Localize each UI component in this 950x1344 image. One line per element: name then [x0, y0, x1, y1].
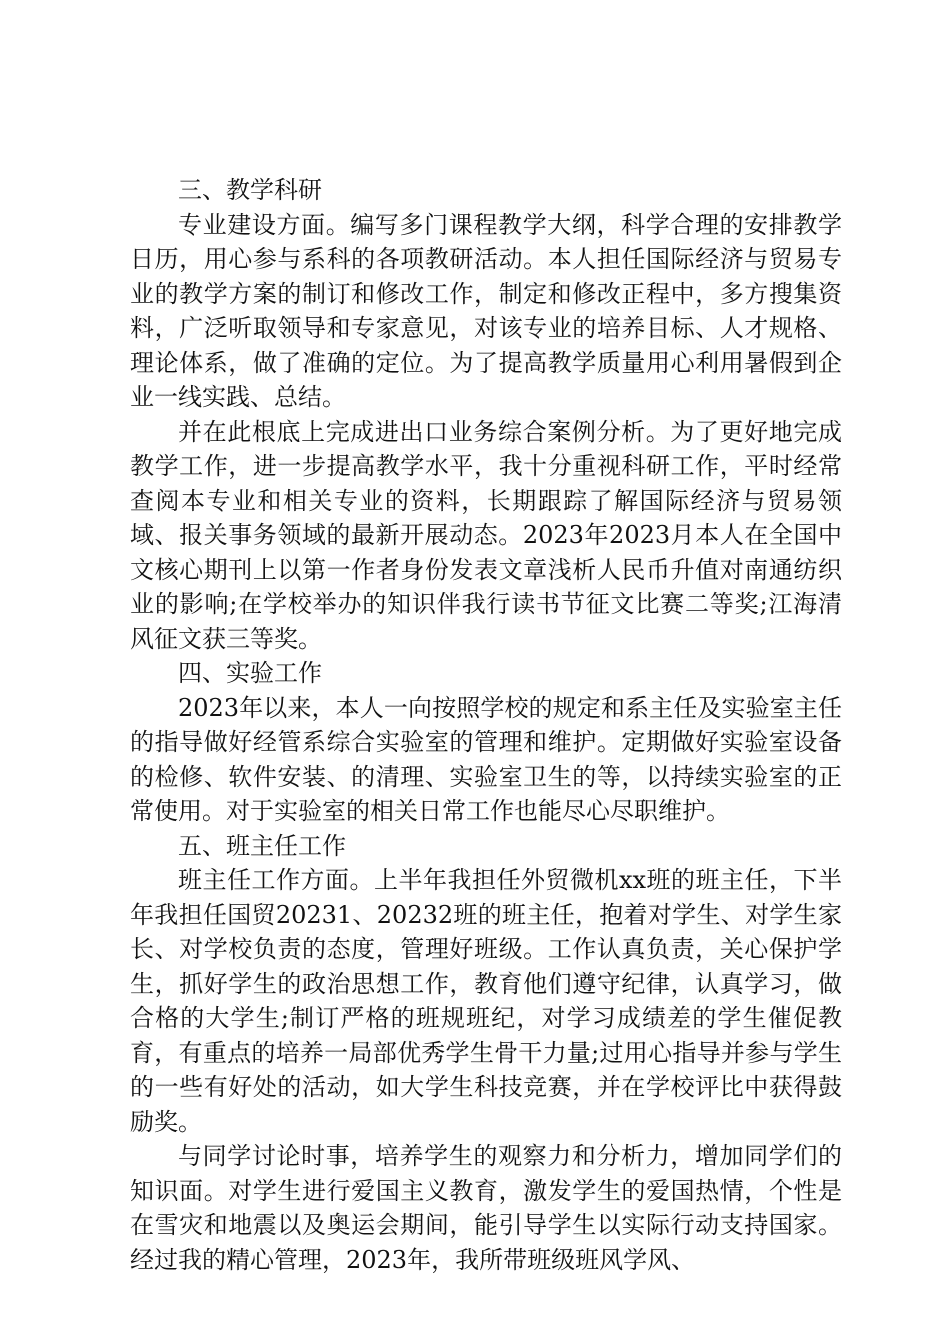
paragraph-class-teacher-work: 班主任工作方面。上半年我担任外贸微机xx班的班主任，下半年我担任国贸20231、20232班的班主任，抱着对学生、对学生家长、对学校负责的态度，管理好班级。工作认真负责，关心保护学生，抓好学生的政治思想工作，教育他们遵守纪律，认真学习，做合格的大学生;制订严格的班规班纪，对学习成绩差的学生催促教育，有重点的培养一局部优秀学生骨干力量;过用心指导并参与学生的一些有好处的活动，如大学生科技竞赛，并在学校评比中获得鼓励奖。: [130, 866, 842, 1136]
paragraph-major-construction: 专业建设方面。编写多门课程教学大纲，科学合理的安排教学日历，用心参与系科的各项教研活动。本人担任国际经济与贸易专业的教学方案的制订和修改工作，制定和修改正程中，多方搜集资料，广泛听取领导和专家意见，对该专业的培养目标、人才规格、理论体系，做了准确的定位。为了提高教学质量用心利用暑假到企业一线实践、总结。: [130, 210, 842, 411]
paragraph-research-work: 并在此根底上完成进出口业务综合案例分析。为了更好地完成教学工作，进一步提高教学水平，我十分重视科研工作，平时经常查阅本专业和相关专业的资料，长期跟踪了解国际经济与贸易领域、报关事务领域的最新开展动态。2023年2023月本人在全国中文核心期刊上以第一作者身份发表文章浅析人民币升值对南通纺织业的影响;在学校举办的知识伴我行读书节征文比赛二等奖;江海清风征文获三等奖。: [130, 417, 842, 653]
section-heading-lab-work: 四、实验工作: [178, 659, 322, 687]
paragraph-lab-management: 2023年以来，本人一向按照学校的规定和系主任及实验室主任的指导做好经管系综合实验室的管理和维护。定期做好实验室设备的检修、软件安装、的清理、实验室卫生的等，以持续实验室的正常使用。对于实验室的相关日常工作也能尽心尽职维护。: [130, 693, 842, 825]
paragraph-current-affairs: 与同学讨论时事，培养学生的观察力和分析力，增加同学们的知识面。对学生进行爱国主义教育，激发学生的爱国热情，个性是在雪灾和地震以及奥运会期间，能引导学生以实际行动支持国家。经过我的精心管理，2023年，我所带班级班风学风、: [130, 1142, 842, 1274]
section-heading-teaching-research: 三、教学科研: [178, 176, 322, 204]
section-heading-class-teacher: 五、班主任工作: [178, 831, 346, 860]
document-body: [130, 173, 842, 1277]
